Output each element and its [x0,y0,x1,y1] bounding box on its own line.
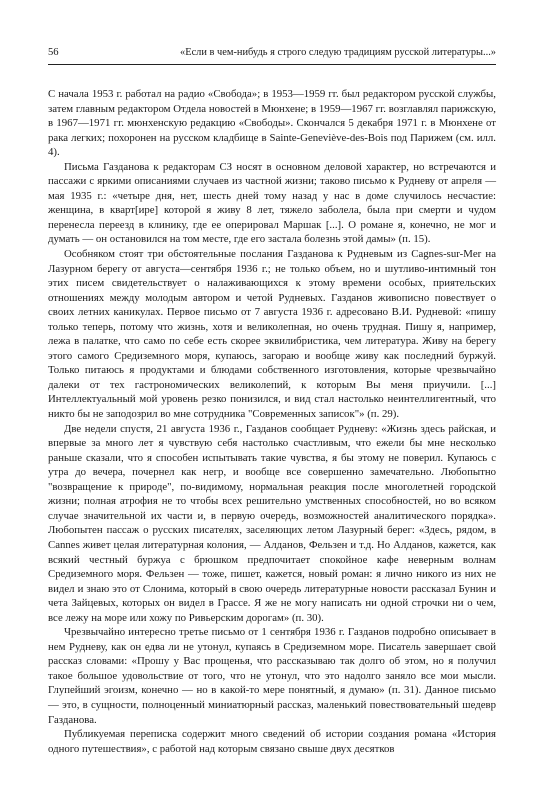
page-number: 56 [48,47,59,58]
paragraph: Письма Газданова к редакторам СЗ носят в основном деловой характер, но встречаются и пассажи с яркими описаниями случаев из частной жизни; таково письмо к Рудневу от апреля — мая 1935 г.: «четыре дня, нет, шесть дней тому назад у нас в доме случилось несчастие: женщина, в кварт[ире] которой я живу 8 лет, тяжело заболела, была при смерти и чудом перенесла переезд в клинику, где ее оперировал Маршак [...]. О романе я, конечно, не мог и думать — он остановился на том месте, где его застала болезнь этой дамы» (п. 15). [48,160,496,246]
running-title: «Если в чем-нибудь я строго следую традициям русской литературы...» [180,47,496,58]
body-text [48,87,496,756]
paragraph: Чрезвычайно интересно третье письмо от 1 сентября 1936 г. Газданов подробно описывает в нем Рудневу, как он едва ли не утонул, купаясь в Средиземном море. Писатель завершает свой рассказ словами: «Прошу у Вас прощенья, что рассказываю так долго об этом, но я получил такое большое удовольствие от того, что не утонул, что это надолго заняло все мои мысли. Глупейший эгоизм, конечно — но в какой-то мере понятный, я думаю» (п. 31). Данное письмо — это, в сущности, полноценный миниатюрный рассказ, маленький повествовательный шедевр Газданова. [48,626,496,726]
paragraph: С начала 1953 г. работал на радио «Свобода»; в 1953—1959 гг. был редактором русской службы, затем главным редактором Отдела новостей в Мюнхене; в 1959—1967 гг. возглавлял парижскую, в 1967—1971 гг. мюнхенскую редакцию «Свободы». Скончался 5 декабря 1971 г. в Мюнхене от рака легких; похоронен на русском кладбище в Sainte-Geneviève-des-Bois под Парижем (см. илл. 4). [48,88,496,159]
header-rule [48,64,496,65]
paragraph: Публикуемая переписка содержит много сведений об истории создания романа «История одного путешествия», с работой над которым связано свыше двух десятков [48,728,496,755]
paragraph: Особняком стоят три обстоятельные послания Газданова к Рудневым из Cagnes-sur-Mer на Лазурном берегу от августа—сентября 1936 г.; не только объем, но и шутливо-интимный тон этих писем свидетельствует о налаживающихся к этому времени особых, приятельских отношениях между молодым автором и четой Рудневых. Газданов живописно повествует о своих летних каникулах. Первое письмо от 7 августа 1936 г. адресовано В.И. Рудневой: «пишу только теперь, потому что жизнь, хотя и великолепная, но очень трудная. Пишу я, например, лежа в палатке, что само по себе есть скорее эквилибристика, чем литература. Живу на берегу этого самого Средиземного моря, купаюсь, загораю и вообще живу как последний буржуй. Только питаюсь я продуктами и блюдами собственного изготовления, которые чрезвычайно далеки от тех гастрономических великолепий, к которым Вы меня приучили. [...] Интеллектуальный мой уровень резко понизился, и вид стал настолько неинтеллигентный, что никто бы не заподозрил во мне сотрудника "Современных записок"» (п. 29). [48,248,496,421]
paragraph: Две недели спустя, 21 августа 1936 г., Газданов сообщает Рудневу: «Жизнь здесь райская, и впервые за много лет я чувствую себя настолько счастливым, что ежели бы мне несколько раньше сказали, что я способен испытывать такие чувства, я бы этому не поверил. Купаюсь с утра до вечера, почернел как негр, и вообще все совершенно замечательно. Любопытно "возвращение к природе", по-видимому, нормальная реакция после многолетней городской жизни; полная атрофия не то чтобы всех решительно умственных способностей, но во всяком случае значительной их части и, в первую очередь, возможностей аналитического порядка». Любопытен пассаж о русских писателях, заселяющих летом Лазурный берег: «Здесь, рядом, в Cannes живет целая литературная колония, — Алданов, Фельзен и т.д. Но Алданов, кажется, как всякий честный буржуа с брюшком предпочитает спокойное кафе неверным волнам Средиземного моря. Фельзен — тоже, пишет, кажется, новый роман: я лично никого из них не видел и знаю это от Слонима, который в свою очередь литературные новости рассказал Бунин и чета Зайцевых, которых он видел в Грассе. Я же не могу написать ни одной строчки ни о чем, все лежу на море или хожу по Ривьерским дорогам» (п. 30). [48,422,496,624]
running-head [48,46,496,64]
document-page [48,46,496,756]
